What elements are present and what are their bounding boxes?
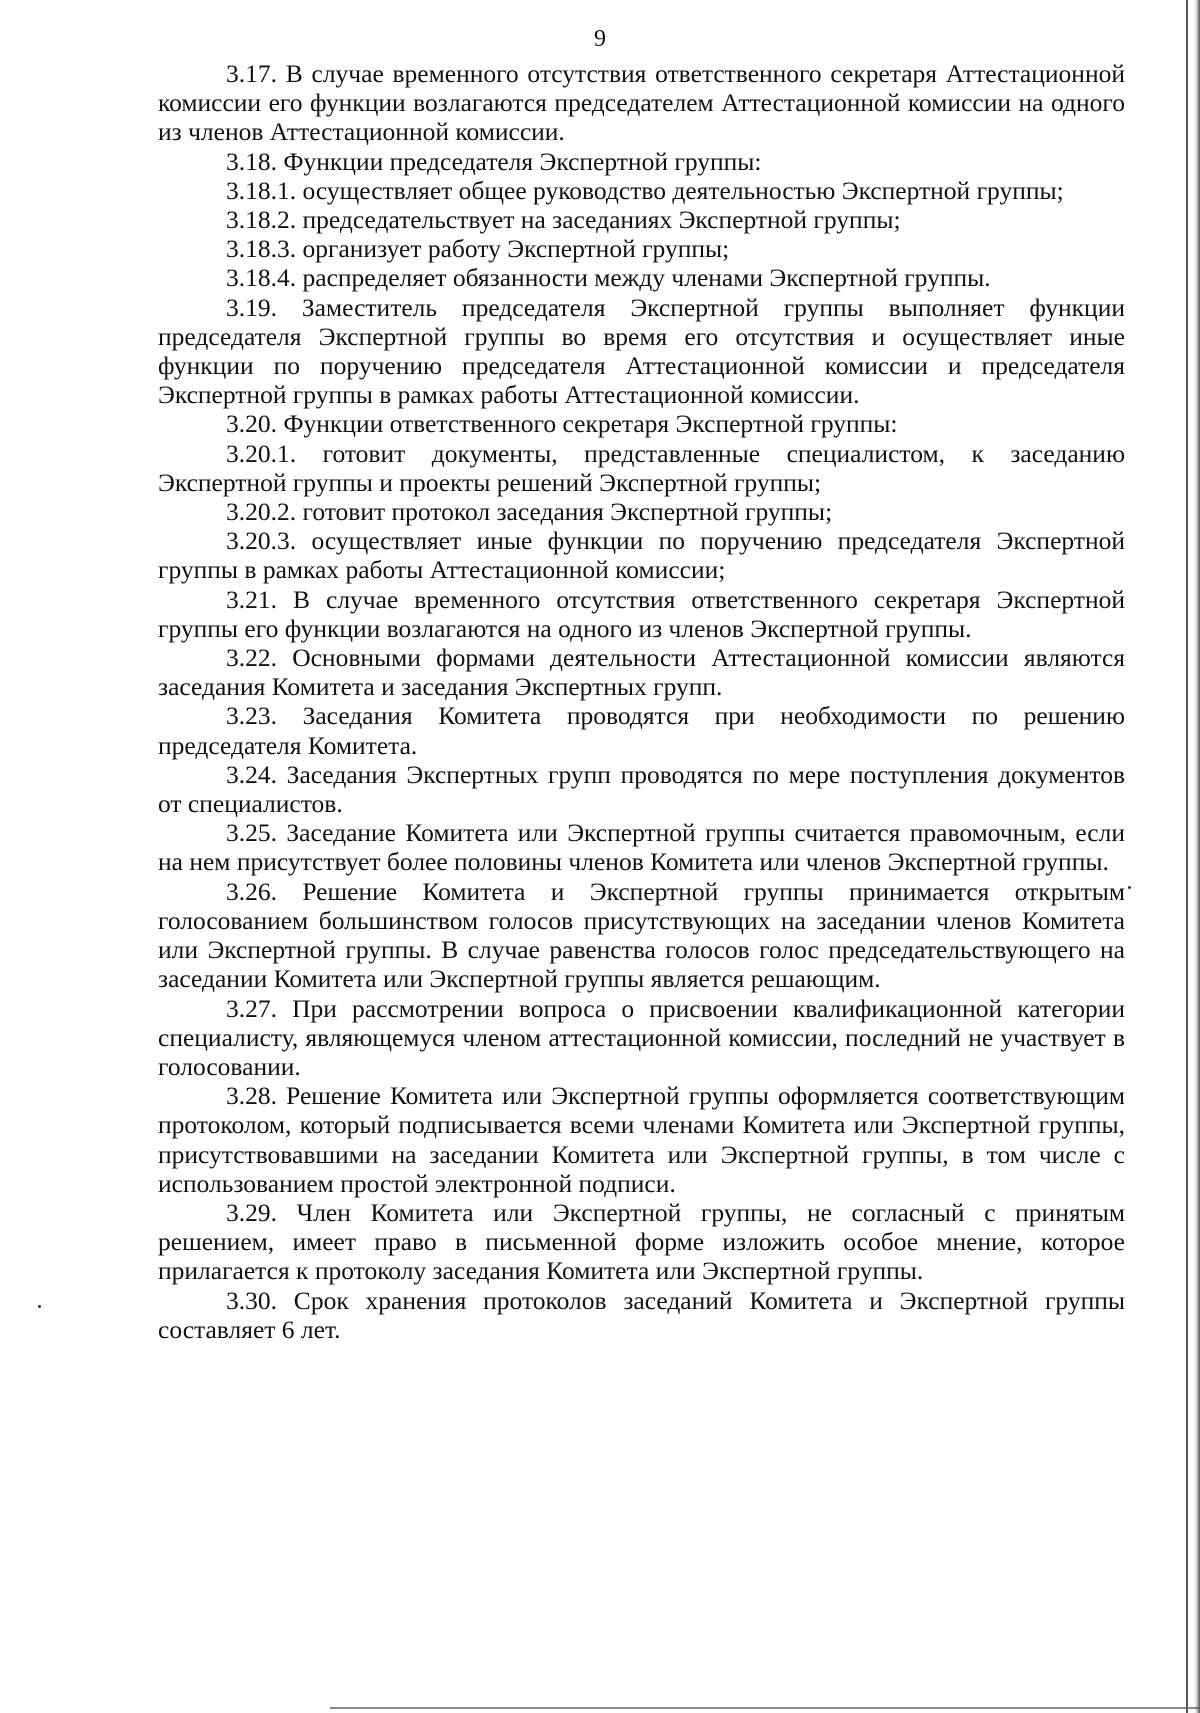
scan-edge-shadow [1194,0,1200,1713]
page-number: 9 [594,26,606,52]
paragraph-3-28: 3.28. Решение Комитета или Экспертной группы оформляется соответствующим протоколом, который подписывается всеми членами Комитета или Экспертной группы, присутствовавшими на заседании Комитета или Экспертной группы, в том числе с использованием простой электронной подписи. [158,1081,1125,1198]
document-body [158,59,1125,1344]
paragraph-3-23: 3.23. Заседания Комитета проводятся при необходимости по решению председателя Комитета. [158,701,1125,760]
paragraph-3-24: 3.24. Заседания Экспертных групп проводятся по мере поступления документов от специалистов. [158,759,1125,819]
paragraph-3-20-2: 3.20.2. готовит протокол заседания Экспертной группы; [226,497,833,527]
paragraph-3-25: 3.25. Заседание Комитета или Экспертной группы считается правомочным, если на нем присутствует более половины членов Комитета или членов Экспертной группы. [158,818,1125,877]
scan-bottom-line [330,1707,1200,1709]
paragraph-3-21: 3.21. В случае временного отсутствия ответственного секретаря Экспертной группы его функции возлагаются на одного из членов Экспертной группы. [158,584,1125,643]
paragraph-3-17: 3.17. В случае временного отсутствия ответственного секретаря Аттестационной комиссии его функции возлагаются председателем Аттестационной комиссии на одного из членов Аттестационной комиссии. [158,59,1125,147]
paragraph-3-18-3: 3.18.3. организует работу Экспертной группы; [226,234,730,264]
scan-speck [1128,886,1131,889]
paragraph-3-20-1: 3.20.1. готовит документы, представленные специалистом, к заседанию Экспертной группы и проекты решений Экспертной группы; [158,438,1125,497]
paragraph-3-20-3: 3.20.3. осуществляет иные функции по поручению председателя Экспертной группы в рамках работы Аттестационной комиссии; [158,526,1125,585]
scan-edge-line [1186,0,1188,1713]
paragraph-3-30: 3.30. Срок хранения протоколов заседаний Комитета и Экспертной группы составляет 6 лет. [158,1285,1125,1344]
paragraph-3-22: 3.22. Основными формами деятельности Аттестационной комиссии являются заседания Комитета и заседания Экспертных групп. [158,643,1125,702]
paragraph-3-29: 3.29. Член Комитета или Экспертной группы, не согласный с принятым решением, имеет право в письменной форме изложить особое мнение, которое прилагается к протоколу заседания Комитета или Экспертной группы. [158,1197,1125,1286]
paragraph-3-18-2: 3.18.2. председательствует на заседаниях Экспертной группы; [226,205,901,235]
paragraph-3-26: 3.26. Решение Комитета и Экспертной группы принимается открытым голосованием большинством голосов присутствующих на заседании членов Комитета или Экспертной группы. В случае равенства голосов голос председательствующего на заседании Комитета или Экспертной группы является решающим. [158,876,1125,994]
paragraph-3-18-4: 3.18.4. распределяет обязанности между членами Экспертной группы. [226,263,991,293]
paragraph-3-19: 3.19. Заместитель председателя Экспертной группы выполняет функции председателя Экспертной группы во время его отсутствия и осуществляет иные функции по поручению председателя Аттестационной комиссии и председателя Экспертной группы в рамках работы Аттестационной комиссии. [158,292,1125,410]
paragraph-3-27: 3.27. При рассмотрении вопроса о присвоении квалификационной категории специалисту, являющемуся членом аттестационной комиссии, последний не участвует в голосовании. [158,993,1125,1081]
paragraph-3-18: 3.18. Функции председателя Экспертной группы: [226,146,762,176]
paragraph-3-18-1: 3.18.1. осуществляет общее руководство деятельностью Экспертной группы; [226,175,1064,205]
paragraph-3-20: 3.20. Функции ответственного секретаря Экспертной группы: [226,409,898,439]
scan-speck [38,1305,41,1308]
